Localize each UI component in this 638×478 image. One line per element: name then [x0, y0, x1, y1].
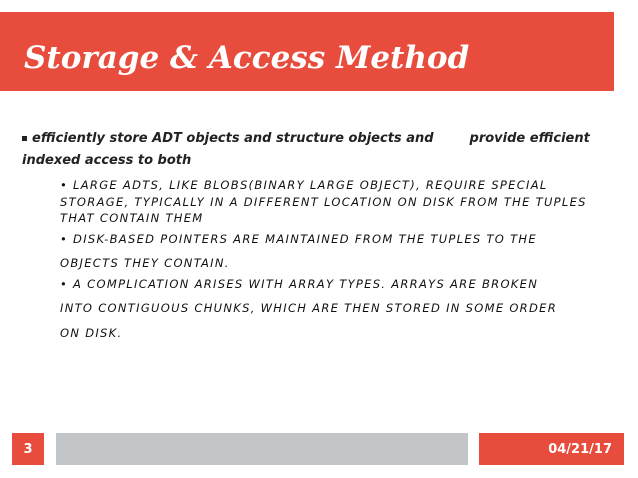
lead-text-part2: provide efficient indexed access to both [22, 131, 590, 168]
bullet-continuation: INTO CONTIGUOUS CHUNKS, WHICH ARE THEN STORED IN SOME ORDER [60, 301, 557, 315]
bullet-item [60, 177, 595, 227]
lead-paragraph [22, 128, 612, 172]
bullet-item [60, 276, 595, 342]
bullet-text: • A COMPLICATION ARISES WITH ARRAY TYPES. ARRAYS ARE BROKEN [60, 276, 539, 291]
square-bullet-icon [22, 136, 27, 141]
bullet-item [60, 231, 595, 272]
bullet-continuation: ON DISK. [60, 325, 123, 340]
lead-text-part1: efficiently store ADT objects and structure objects and [32, 131, 434, 146]
bullet-text: • DISK-BASED POINTERS ARE MAINTAINED FROM THE TUPLES TO THE [60, 231, 537, 246]
bullet-continuation: OBJECTS THEY CONTAIN. [60, 256, 230, 270]
footer-bar [56, 433, 468, 465]
bullet-list [60, 177, 595, 345]
bullet-text: • LARGE ADTS, LIKE BLOBS(BINARY LARGE OBJECT), REQUIRE SPECIAL STORAGE, TYPICALLY IN A DIFFERENT LOCATION ON DISK FROM THE TUPLES THAT CONTAIN THEM [60, 178, 587, 225]
slide-title: Storage & Access Method [24, 40, 470, 76]
footer-date: 04/21/17 [479, 433, 624, 465]
page-number: 3 [12, 433, 44, 465]
